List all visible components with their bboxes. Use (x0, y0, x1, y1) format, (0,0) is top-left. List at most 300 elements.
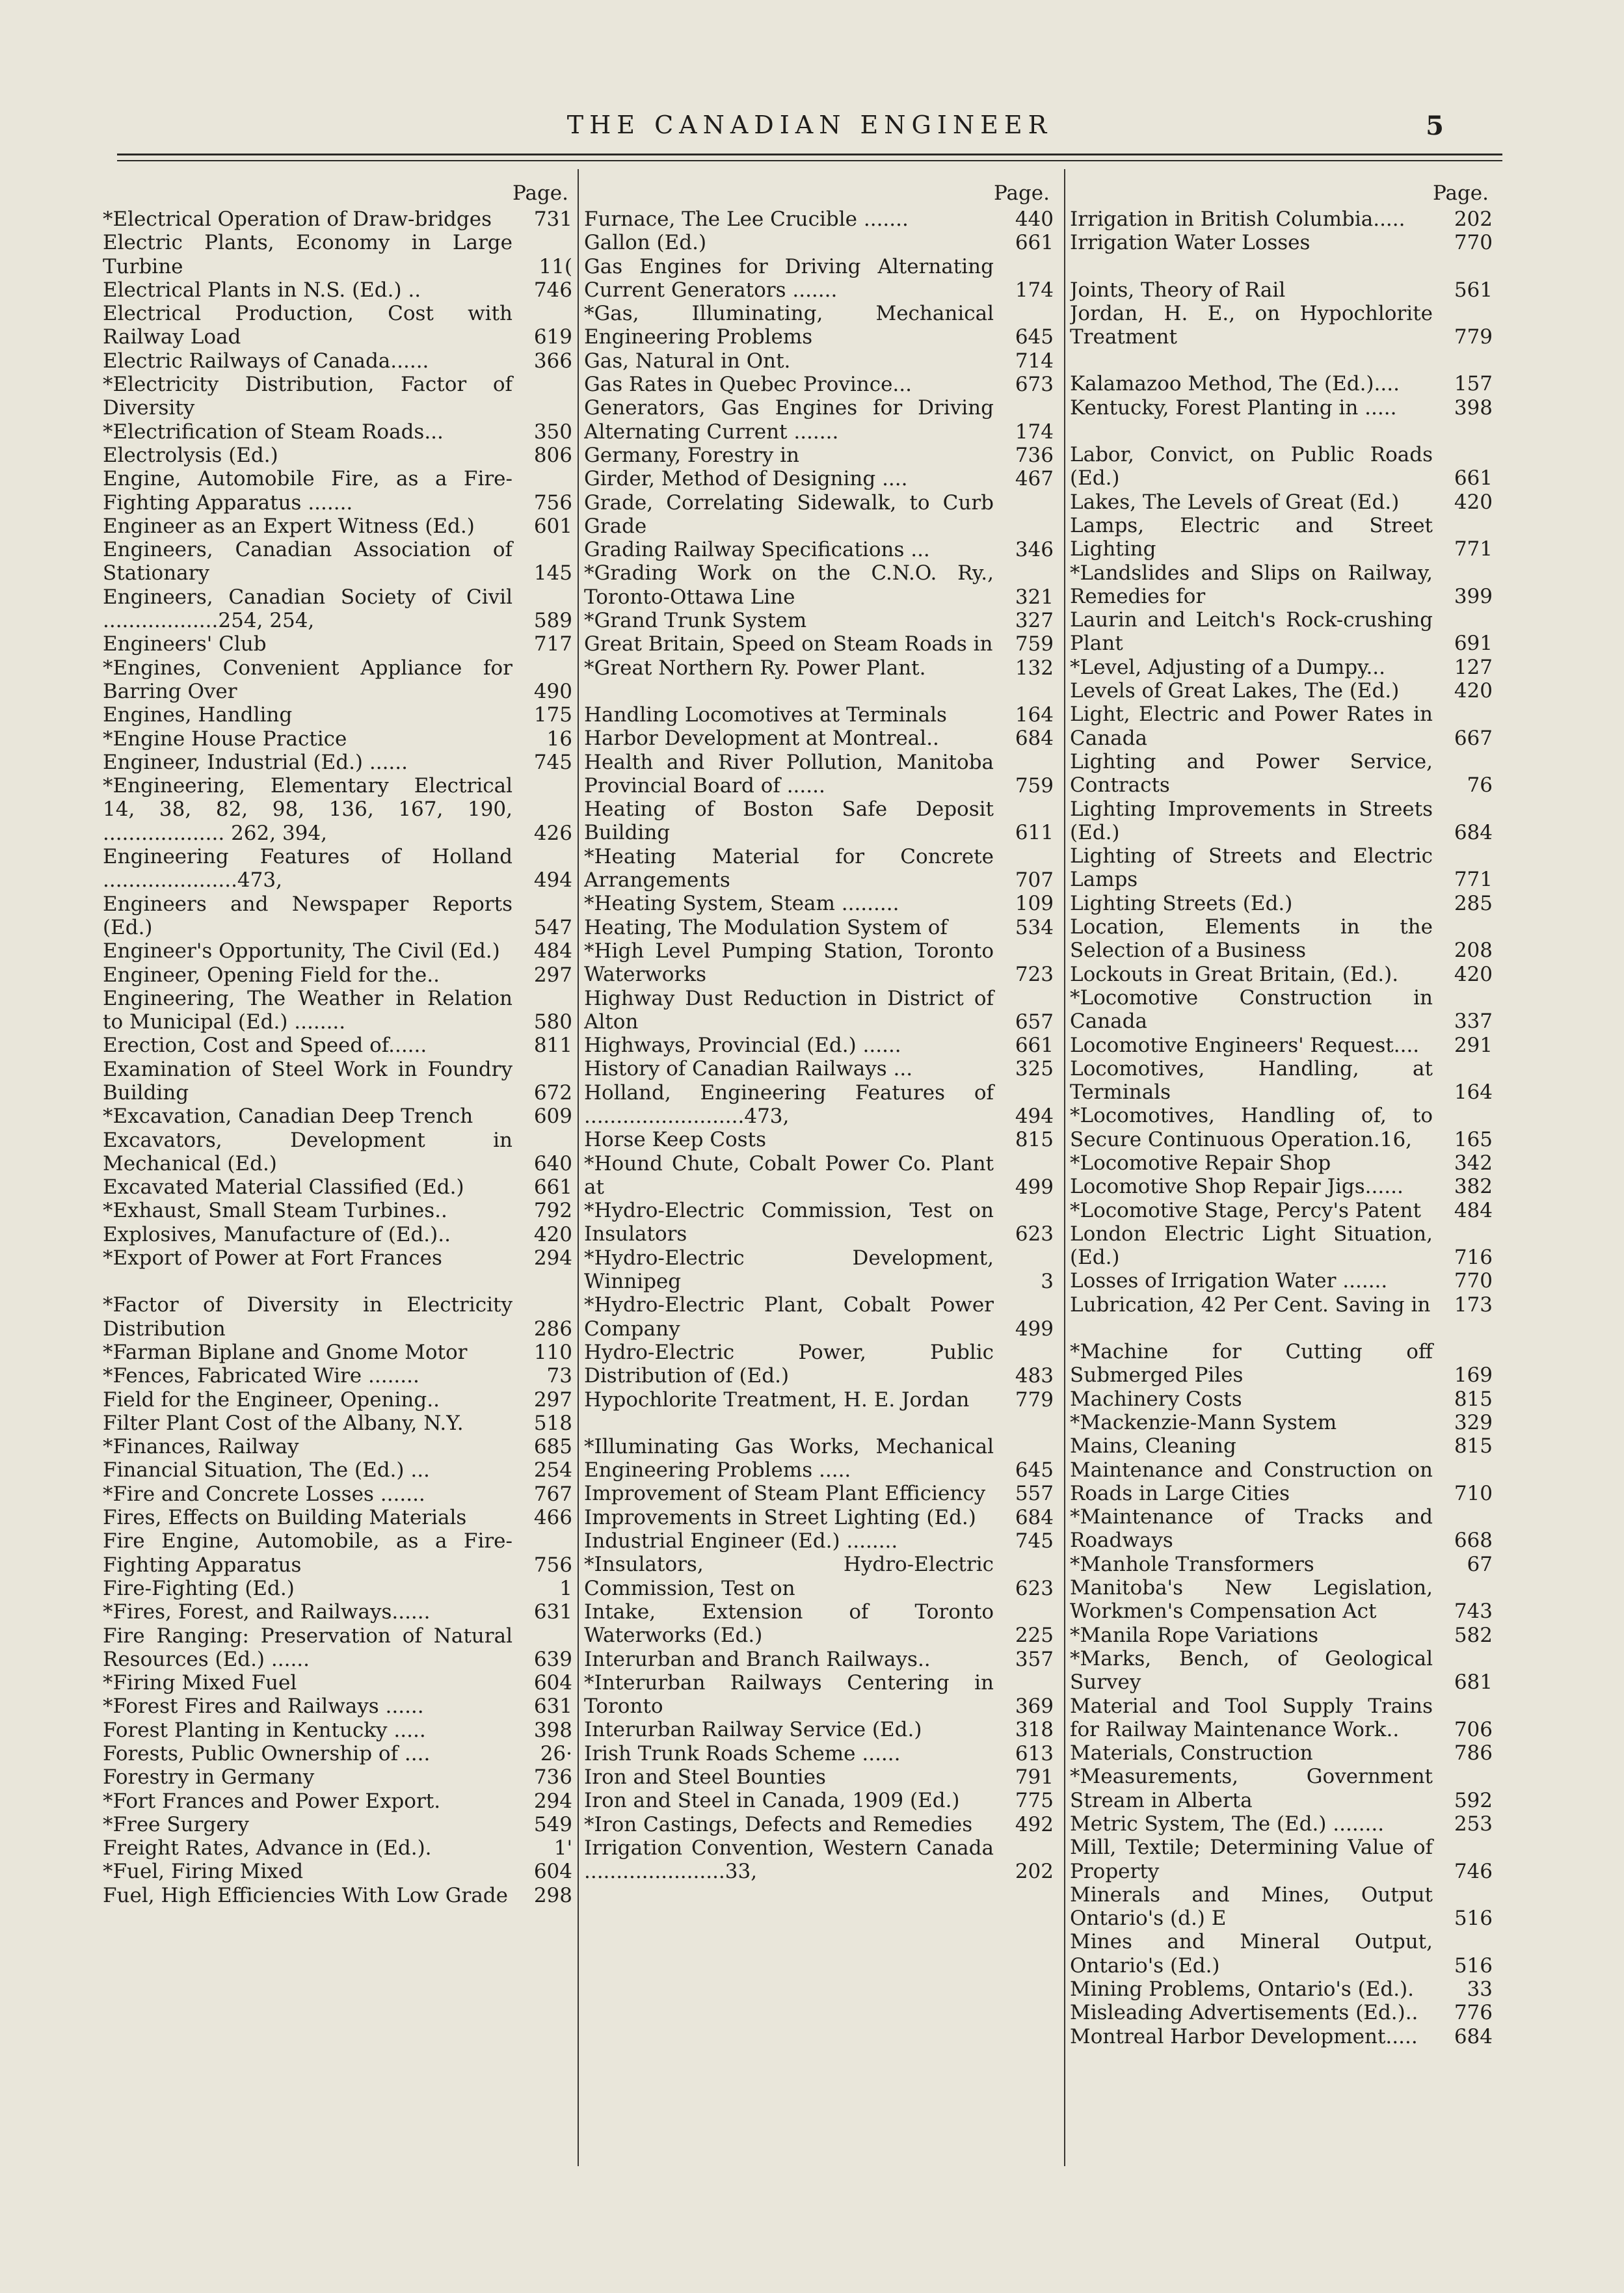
entry-text: Forests, Public Ownership of .... (103, 1742, 431, 1765)
index-entry (1070, 1647, 1493, 1695)
entry-text: Irrigation in British Columbia..... (1070, 208, 1405, 231)
journal-title: THE CANADIAN ENGINEER (566, 111, 1053, 139)
index-entry (584, 1435, 1054, 1482)
entry-text: Field for the Engineer, Opening.. (103, 1388, 440, 1412)
entry-text: Interurban Railway Service (Ed.) (584, 1718, 922, 1742)
entry-text: Jordan, H. E., on Hypochlorite Treatment (1070, 301, 1433, 349)
entry-text: Heating, The Modulation System of (584, 915, 948, 939)
index-entry (584, 1789, 1054, 1812)
entry-page-number: 611 (1015, 821, 1054, 845)
entry-page-number: 779 (1015, 1388, 1054, 1412)
entry-page-number: 157 (1454, 372, 1493, 396)
entry-page-number: 684 (1015, 727, 1054, 751)
entry-text: Hydro-Electric Power, Public Distribution of (Ed.) (584, 1340, 994, 1388)
index-entry (1070, 1812, 1493, 1836)
index-entry (1070, 1695, 1493, 1742)
index-entry (103, 420, 572, 444)
entry-page-number: 706 (1454, 1717, 1493, 1741)
entry-page-number: 175 (533, 703, 572, 727)
entry-page-number: 73 (546, 1364, 572, 1388)
index-entry (1070, 372, 1493, 396)
index-entry (584, 1600, 1054, 1648)
entry-page-number: 731 (533, 208, 572, 231)
entry-page-number: 285 (1454, 891, 1493, 915)
entry-page-number: 483 (1015, 1364, 1054, 1388)
entry-text: Electric Plants, Economy in Large Turbine (103, 231, 512, 278)
index-entry (584, 1152, 1054, 1200)
entry-page-number: 67 (1467, 1552, 1493, 1576)
entry-text: Engineering Features of Holland .....................473, (103, 845, 512, 892)
entry-page-number: 466 (533, 1506, 572, 1530)
index-column-3 (1070, 179, 1493, 2169)
entry-text: *Hydro-Electric Commission, Test on Insulators (584, 1199, 994, 1246)
entry-text: *Fires, Forest, and Railways...... (103, 1600, 431, 1624)
entry-page-number: 640 (533, 1151, 572, 1175)
entry-page-number: 589 (533, 609, 572, 633)
entry-text: Generators, Gas Engines for Driving Alternating Current ....... (584, 396, 994, 444)
index-entry (103, 349, 572, 373)
index-entry (103, 703, 572, 727)
entry-text: *Grading Work on the C.N.O. Ry., Toronto-Ottawa Line (584, 561, 994, 609)
entry-text: Financial Situation, The (Ed.) ... (103, 1458, 430, 1482)
entry-page-number: 756 (533, 490, 572, 515)
entry-page-number: 707 (1015, 868, 1054, 892)
index-entry (1070, 2001, 1493, 2024)
entry-text: Hypochlorite Treatment, H. E. Jordan (584, 1388, 970, 1412)
entry-text: Germany, Forestry in (584, 443, 799, 467)
index-entry (103, 1293, 572, 1341)
entry-text: Engines, Handling (103, 703, 293, 727)
index-entry (103, 444, 572, 467)
entry-text: *Engineering, Elementary Electrical 14, 38, 82, 98, 136, 167, 190, ................... 262, 394, (103, 774, 512, 845)
entry-page-number: 786 (1454, 1741, 1493, 1765)
entry-page-number: 202 (1454, 208, 1493, 231)
entry-text: Kalamazoo Method, The (Ed.).... (1070, 372, 1400, 396)
entry-text: Health and River Pollution, Manitoba Provincial Board of ...... (584, 750, 994, 798)
index-entry (103, 1836, 572, 1860)
entry-text: Excavators, Development in Mechanical (Ed.) (103, 1128, 512, 1175)
index-entry (1070, 2025, 1493, 2048)
entry-page-number: 1 (559, 1576, 572, 1600)
index-entry (1070, 208, 1493, 231)
index-entry (584, 1057, 1054, 1080)
entry-page-number: 604 (533, 1671, 572, 1695)
entry-text: Joints, Theory of Rail (1070, 278, 1286, 302)
entry-text: Gas Rates in Quebec Province... (584, 373, 912, 397)
entry-text: Electric Railways of Canada...... (103, 349, 429, 373)
entry-page-number: 357 (1015, 1647, 1054, 1671)
entry-text: Fires, Effects on Building Materials (103, 1506, 467, 1530)
entry-text: *Marks, Bench, of Geological Survey (1070, 1646, 1433, 1695)
index-entry (584, 751, 1054, 798)
entry-page-number: 516 (1454, 1907, 1493, 1931)
index-entry (1070, 278, 1493, 302)
entry-page-number: 619 (533, 325, 572, 349)
entry-page-number: 673 (1015, 373, 1054, 397)
entry-text: Irrigation Convention, Western Canada ......................33, (584, 1836, 994, 1884)
entry-text: Electrical Plants in N.S. (Ed.) .. (103, 278, 421, 302)
entry-text: *Locomotive Repair Shop (1070, 1151, 1331, 1175)
index-entry (103, 1600, 572, 1624)
index-entry (103, 751, 572, 774)
entry-text: *Fuel, Firing Mixed (103, 1860, 304, 1884)
entry-page-number: 561 (1454, 278, 1493, 302)
index-entry (103, 208, 572, 231)
entry-page-number: 743 (1454, 1600, 1493, 1624)
index-entry (1070, 656, 1493, 679)
entry-page-number: 297 (533, 963, 572, 987)
index-column-1 (103, 179, 572, 2169)
entry-page-number: 346 (1015, 538, 1054, 562)
index-entry (584, 1671, 1054, 1719)
entry-page-number: 286 (533, 1317, 572, 1341)
entry-text: *Insulators, Hydro-Electric Commission, Test on (584, 1553, 994, 1600)
entry-page-number: 494 (533, 868, 572, 892)
entry-text: Interurban and Branch Railways.. (584, 1647, 931, 1671)
index-entry (103, 1742, 572, 1765)
entry-text: *Locomotive Construction in Canada (1070, 986, 1433, 1034)
entry-page-number: 321 (1015, 585, 1054, 609)
index-column-2 (584, 179, 1054, 2169)
entry-page-number: 398 (533, 1718, 572, 1742)
entry-page-number: 325 (1015, 1057, 1054, 1081)
entry-text: Materials, Construction (1070, 1741, 1313, 1765)
index-entry (584, 1742, 1054, 1765)
entry-text: Machinery Costs (1070, 1387, 1242, 1411)
entry-page-number: 815 (1454, 1387, 1493, 1411)
entry-text: Misleading Advertisements (Ed.).. (1070, 2001, 1418, 2025)
index-entry (1070, 1930, 1493, 1978)
entry-text: Levels of Great Lakes, The (Ed.) (1070, 679, 1400, 703)
entry-text: Iron and Steel in Canada, 1909 (Ed.) (584, 1789, 960, 1813)
entry-page-number: 369 (1015, 1695, 1054, 1719)
entry-page-number: 294 (533, 1246, 572, 1270)
entry-page-number: 110 (533, 1340, 572, 1364)
index-entry (1070, 1458, 1493, 1506)
entry-text: Minerals and Mines, Output Ontario's (d.) E (1070, 1883, 1433, 1931)
index-entry (103, 1175, 572, 1199)
entry-page-number: 746 (533, 278, 572, 302)
entry-page-number: 681 (1454, 1670, 1493, 1695)
entry-page-number: 580 (533, 1010, 572, 1034)
entry-page-number: 298 (533, 1883, 572, 1907)
entry-page-number: 366 (533, 349, 572, 373)
entry-page-number: 208 (1454, 939, 1493, 963)
index-entry (584, 1553, 1054, 1600)
index-entry (584, 444, 1054, 467)
entry-page-number: 815 (1454, 1434, 1493, 1458)
index-entry (103, 656, 572, 704)
index-entry (1070, 443, 1493, 490)
entry-page-number: 661 (1015, 231, 1054, 255)
entry-page-number: 770 (1454, 231, 1493, 255)
entry-page-number: 174 (1015, 278, 1054, 302)
entry-text: *Excavation, Canadian Deep Trench (103, 1105, 473, 1129)
entry-page-number: 549 (533, 1812, 572, 1836)
index-entry (584, 491, 1054, 539)
header-rule (117, 154, 1502, 155)
entry-text: Handling Locomotives at Terminals (584, 703, 947, 727)
entry-page-number: 631 (533, 1695, 572, 1719)
index-entry (1070, 1057, 1493, 1105)
entry-page-number: 484 (533, 939, 572, 963)
entry-text: Metric System, The (Ed.) ........ (1070, 1812, 1385, 1836)
index-entry (584, 1718, 1054, 1741)
entry-page-number: 327 (1015, 609, 1054, 633)
entry-page-number: 770 (1454, 1269, 1493, 1293)
index-entry (584, 1081, 1054, 1129)
entry-page-number: 759 (1015, 632, 1054, 656)
index-entry (103, 1577, 572, 1600)
entry-page-number: 645 (1015, 325, 1054, 349)
entry-page-number: 164 (1015, 703, 1054, 727)
entry-text: Irrigation Water Losses (1070, 231, 1311, 255)
entry-page-number: 499 (1015, 1317, 1054, 1341)
entry-text: *Finances, Railway (103, 1435, 299, 1459)
index-entry (103, 1412, 572, 1435)
index-entry (103, 1506, 572, 1529)
index-entry (1070, 514, 1493, 561)
entry-text: Heating of Boston Safe Deposit Building (584, 798, 994, 845)
entry-text: Lighting Improvements in Streets (Ed.) (1070, 797, 1433, 844)
entry-text: Kentucky, Forest Planting in ..... (1070, 396, 1397, 420)
entry-page-number: 145 (533, 561, 572, 585)
index-entry (103, 1199, 572, 1222)
entry-page-number: 398 (1454, 396, 1493, 420)
index-entry (103, 1435, 572, 1458)
entry-text: Gallon (Ed.) (584, 231, 707, 255)
entry-page-number: 736 (1015, 443, 1054, 467)
index-entry (103, 1719, 572, 1742)
entry-text: Filter Plant Cost of the Albany, N.Y. (103, 1411, 464, 1435)
index-entry (103, 1364, 572, 1388)
index-entry (103, 1790, 572, 1813)
entry-page-number: 645 (1015, 1458, 1054, 1482)
entry-text: Locomotive Shop Repair Jigs...... (1070, 1175, 1404, 1199)
entry-text: Engineer as an Expert Witness (Ed.) (103, 514, 475, 538)
entry-text: *Grand Trunk System (584, 609, 807, 633)
entry-page-number: 420 (533, 1222, 572, 1246)
entry-page-number: 499 (1015, 1175, 1054, 1199)
entry-page-number: 631 (533, 1600, 572, 1624)
entry-text: *Hydro-Electric Plant, Cobalt Power Company (584, 1293, 994, 1341)
index-entry (1070, 1505, 1493, 1553)
entry-text: Locomotive Engineers' Request.... (1070, 1033, 1420, 1057)
entry-page-number: 76 (1467, 773, 1493, 798)
entry-text: Material and Tool Supply Trains for Railway Maintenance Work.. (1070, 1694, 1433, 1741)
entry-page-number: 792 (533, 1199, 572, 1223)
index-entry (584, 656, 1054, 680)
index-entry (103, 373, 572, 420)
index-entry (1070, 1340, 1493, 1388)
index-entry (1070, 1104, 1493, 1151)
index-entry (584, 1765, 1054, 1789)
index-entry (103, 1482, 572, 1506)
column-divider (1064, 169, 1065, 2166)
entry-page-number: 426 (533, 821, 572, 845)
index-entry (1070, 1222, 1493, 1270)
entry-text: *Electricity Distribution, Factor of Diversity (103, 373, 512, 420)
entry-text: *Hydro-Electric Development, Winnipeg (584, 1246, 994, 1294)
index-entry (584, 396, 1054, 444)
entry-page-number: 26· (540, 1742, 572, 1765)
entry-page-number: 661 (1015, 1034, 1054, 1058)
index-entry (103, 1671, 572, 1695)
index-entry (103, 632, 572, 656)
entry-page-number: 806 (533, 443, 572, 467)
entry-page-number: 174 (1015, 420, 1054, 444)
entry-text: Freight Rates, Advance in (Ed.). (103, 1836, 432, 1860)
index-entry (584, 349, 1054, 373)
index-entry (103, 515, 572, 538)
entry-page-number: 710 (1454, 1481, 1493, 1505)
index-entry (103, 1034, 572, 1057)
entry-text: *Machine for Cutting off Submerged Piles (1070, 1340, 1433, 1388)
entry-page-number: 601 (533, 514, 572, 538)
entry-text: *Engine House Practice (103, 727, 347, 751)
entry-page-number: 382 (1454, 1175, 1493, 1199)
index-entry (103, 845, 572, 892)
index-entry (103, 302, 572, 349)
entry-page-number: 534 (1015, 915, 1054, 939)
index-entry (584, 231, 1054, 254)
entry-page-number: 297 (533, 1388, 572, 1412)
entry-page-number: 667 (1454, 726, 1493, 750)
index-entry (1070, 1175, 1493, 1198)
index-entry (584, 1199, 1054, 1246)
entry-page-number: 399 (1454, 584, 1493, 608)
entry-text: *Factor of Diversity in Electricity Distribution (103, 1293, 512, 1341)
entry-text: *Heating Material for Concrete Arrangements (584, 844, 994, 892)
index-entry (1070, 608, 1493, 656)
entry-text: Girder, Method of Designing .... (584, 467, 908, 491)
entry-text: Manitoba's New Legislation, Workmen's Compensation Act (1070, 1576, 1433, 1624)
index-entry (103, 1223, 572, 1246)
entry-text: Highway Dust Reduction in District of Alton (584, 986, 994, 1034)
page-column-label: Page. (994, 181, 1050, 205)
index-entry (103, 1458, 572, 1482)
entry-page-number: 657 (1015, 1010, 1054, 1034)
entry-text: *Landslides and Slips on Railway, Remedies for (1070, 561, 1433, 608)
index-entry (584, 916, 1054, 939)
entry-page-number: 771 (1454, 537, 1493, 561)
entry-text: *Gas, Illuminating, Mechanical Engineering Problems (584, 302, 994, 349)
index-entry (584, 845, 1054, 892)
entry-page-number: 745 (1015, 1529, 1054, 1553)
index-entry (103, 1129, 572, 1176)
entry-page-number: 291 (1454, 1033, 1493, 1057)
index-entry (1070, 1765, 1493, 1812)
index-entry (103, 774, 572, 845)
entry-page-number: 294 (533, 1789, 572, 1813)
index-entry (584, 727, 1054, 750)
index-entry (1070, 986, 1493, 1034)
entry-text: *Heating System, Steam ......... (584, 892, 899, 916)
index-entry (584, 373, 1054, 396)
index-entry (103, 585, 572, 633)
index-entry (103, 1105, 572, 1128)
entry-page-number: 759 (1015, 773, 1054, 798)
index-entry (103, 467, 572, 515)
entry-text: Excavated Material Classified (Ed.) (103, 1175, 464, 1200)
entry-text: *Forest Fires and Railways ...... (103, 1695, 424, 1719)
index-entry (584, 208, 1054, 231)
entry-page-number: 16 (546, 727, 572, 751)
entry-page-number: 661 (1454, 466, 1493, 490)
index-entry (103, 231, 572, 278)
entry-text: London Electric Light Situation, (Ed.) (1070, 1222, 1433, 1270)
index-entry (584, 703, 1054, 727)
entry-text: Iron and Steel Bounties (584, 1765, 826, 1789)
entry-text: Lighting Streets (Ed.) (1070, 891, 1293, 915)
entry-text: *Free Surgery (103, 1812, 249, 1836)
entry-text: Light, Electric and Power Rates in Canada (1070, 703, 1433, 750)
index-entry (584, 255, 1054, 302)
index-entry (1070, 750, 1493, 798)
entry-text: Engineers' Club (103, 632, 267, 656)
entry-text: *Mackenzie-Mann System (1070, 1410, 1337, 1434)
index-entry (584, 1388, 1054, 1412)
index-entry (1070, 1034, 1493, 1057)
entry-text: *Electrification of Steam Roads... (103, 420, 444, 444)
entry-page-number: 127 (1454, 655, 1493, 679)
entry-page-number: 557 (1015, 1482, 1054, 1506)
index-entry (584, 1529, 1054, 1553)
entry-page-number: 775 (1015, 1789, 1054, 1813)
index-entry (1070, 1269, 1493, 1293)
entry-text: Engineers and Newspaper Reports (Ed.) (103, 892, 512, 939)
entry-page-number: 756 (533, 1553, 572, 1577)
entry-text: Engineers, Canadian Society of Civil ..................254, 254, (103, 585, 512, 633)
index-entry (1070, 1388, 1493, 1411)
entry-text: Engine, Automobile Fire, as a Fire-Fighting Apparatus ....... (103, 467, 512, 515)
index-entry (1070, 490, 1493, 514)
index-entry (1070, 963, 1493, 986)
index-entry (1070, 302, 1493, 349)
entry-text: Engineer's Opportunity, The Civil (Ed.) (103, 939, 500, 963)
index-entry (103, 1695, 572, 1718)
index-entry (1070, 1576, 1493, 1624)
index-entry (584, 632, 1054, 656)
entry-page-number: 736 (533, 1765, 572, 1790)
entry-text: *Iron Castings, Defects and Remedies (584, 1812, 973, 1836)
entry-page-number: 169 (1454, 1363, 1493, 1388)
entry-page-number: 254 (533, 1458, 572, 1482)
entry-text: *Firing Mixed Fuel (103, 1671, 297, 1695)
index-entry (1070, 1553, 1493, 1576)
entry-text: *Fences, Fabricated Wire ........ (103, 1364, 419, 1388)
index-entry (1070, 1151, 1493, 1175)
entry-page-number: 613 (1015, 1741, 1054, 1765)
entry-text: Forest Planting in Kentucky ..... (103, 1718, 426, 1742)
index-entry (103, 1624, 572, 1672)
entry-page-number: 779 (1454, 325, 1493, 349)
entry-page-number: 165 (1454, 1127, 1493, 1151)
index-entry (584, 798, 1054, 845)
entry-page-number: 684 (1454, 2024, 1493, 2048)
entry-text: Horse Keep Costs (584, 1128, 766, 1152)
entry-text: Industrial Engineer (Ed.) ........ (584, 1529, 898, 1553)
index-entry (103, 538, 572, 585)
entry-text: Lamps, Electric and Street Lighting (1070, 513, 1433, 561)
index-entry (584, 939, 1054, 987)
entry-text: *Export of Power at Fort Frances (103, 1246, 442, 1270)
index-entry (1070, 1293, 1493, 1317)
index-entry (584, 561, 1054, 609)
entry-text: *Great Northern Ry. Power Plant. (584, 656, 926, 680)
entry-text: Grade, Correlating Sidewalk, to Curb Grade (584, 490, 994, 538)
index-entry (584, 467, 1054, 490)
